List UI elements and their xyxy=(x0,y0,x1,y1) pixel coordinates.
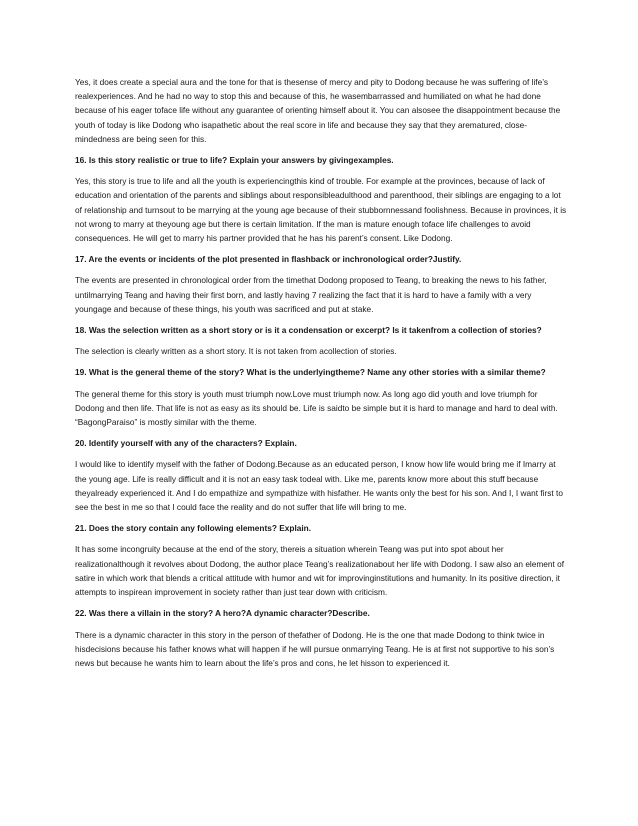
answer-20: I would like to identify myself with the father of Dodong.Because as an educated person, I know how life would bring me if Imarry at the young age. Life is really difficult and it is not an easy task todeal with. Like me, parents know more about this stuff because theyalready experienced it. And I do empathize and sympathize with hisfather. He wants only the best for his son. And I, I want first to see the best in me so that I could face the reality and do not suffer that life will bring to me. xyxy=(75,459,563,513)
question-18: 18. Was the selection written as a short story or is it a condensation or excerpt? Is it takenfrom a collection of stories? xyxy=(75,325,542,336)
answer-18: The selection is clearly written as a short story. It is not taken from acollection of stories. xyxy=(75,346,397,357)
answer-16: Yes, this story is true to life and all the youth is experiencingthis kind of trouble. For example at the provinces, because of lack of education and orientation of the parents and siblings about responsibleadulthood and parenthood, their siblings are engaging to a lot of relationship and turnsout to be marrying at the young age because of their stubbornnessand foolishness. Because in provinces, it is not wrong to marry at theyoung age but there is certain limitation. If the man is mature enough toface life challenges to avoid consequences. He will get to marry his partner provided that he has his parent’s consent. Like Dodong. xyxy=(75,176,567,244)
question-21: 21. Does the story contain any following elements? Explain. xyxy=(75,523,312,534)
question-22: 22. Was there a villain in the story? A hero?A dynamic character?Describe. xyxy=(75,608,370,619)
question-17: 17. Are the events or incidents of the plot presented in flashback or inchronological order?Justify. xyxy=(75,254,462,265)
paragraph-intro: Yes, it does create a special aura and the tone for that is thesense of mercy and pity to Dodong because he was suffering of life’s realexperiences. And he had no way to stop this and because of this, he wasembarrassed and humiliated on what he had done because of his eager toface life without any guarantee of orienting himself about it. You can alsosee the disappointment because the youth of today is like Dodong who isapathetic about the real score in life and because they say that they arematured, close-mindedness are being seen for this. xyxy=(75,77,561,144)
answer-17: The events are presented in chronological order from the timethat Dodong proposed to Teang, to breaking the news to his father, untilmarrying Teang and having their first born, and lastly having 7 realizing the fact that it is hard to have a family with a very youngage and because of these things, his youth was sacrificed and put at stake. xyxy=(75,275,547,314)
question-16: 16. Is this story realistic or true to life? Explain your answers by givingexamples. xyxy=(75,155,394,166)
answer-19: The general theme for this story is youth must triumph now.Love must triumph now. As long ago did youth and love triumph for Dodong and then life. That life is not as easy as its should be. Life is saidto be simple but it is hard to manage and hard to deal with. “BagongParaiso” is mostly similar with the theme. xyxy=(75,388,558,428)
question-19: 19. What is the general theme of the story? What is the underlyingtheme? Name any other stories with a similar theme? xyxy=(75,367,546,378)
answer-21: It has some incongruity because at the end of the story, thereis a situation wherein Teang was put into spot about her realizationalthough it revolves about Dodong, the author place Teang’s realizationabout her life with Dodong. I saw also an element of satire in which work that blends a critical attitude with humor and wit for improvinginstitutions and humanity. In its positive direction, it attempts to inspirean improvement in society rather than just tear down with criticism. xyxy=(75,544,565,598)
question-20: 20. Identify yourself with any of the characters? Explain. xyxy=(75,438,297,449)
answer-22: There is a dynamic character in this story in the person of thefather of Dodong. He is the one that made Dodong to think twice in hisdecisions because his father knows what will happen if he will pursue onmarrying Teang. He is at first not supportive to his son’s news but because he wants him to learn about the life’s pros and cons, he let hisson to experienced it. xyxy=(75,629,555,668)
